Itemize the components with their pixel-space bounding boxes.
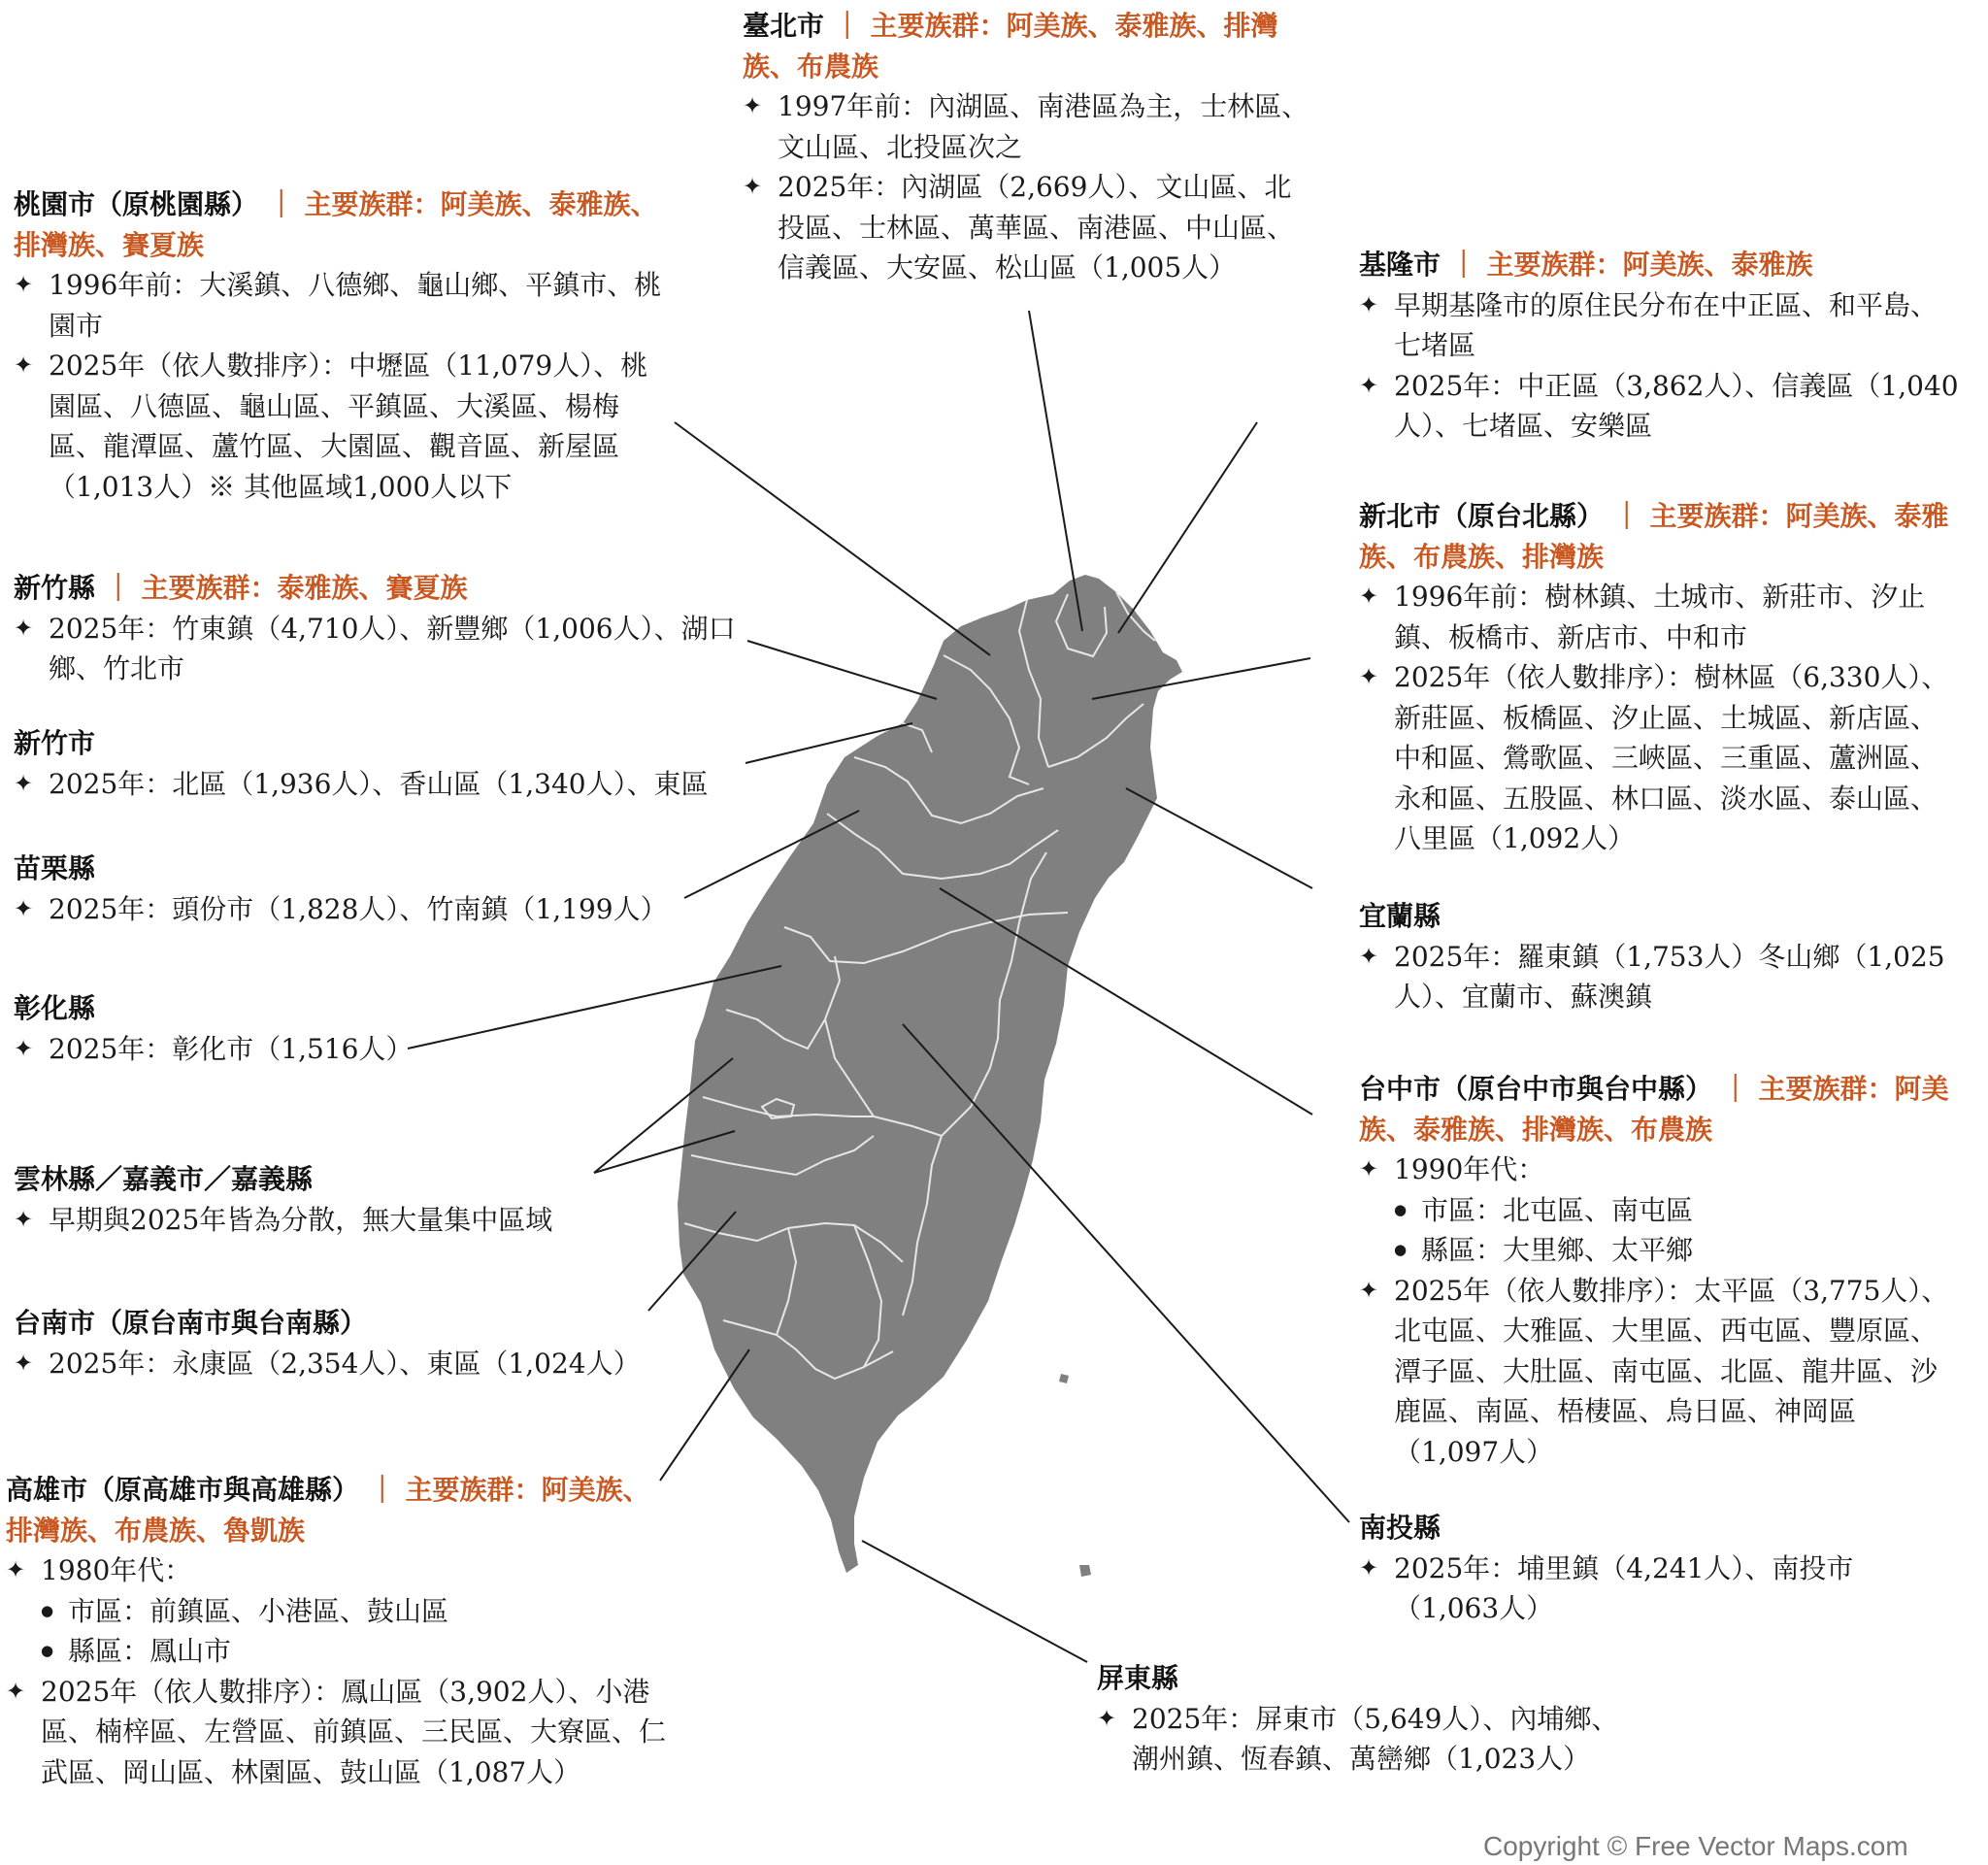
islet-south: [1079, 1565, 1091, 1577]
list-item: ✦ 1997年前：內湖區、南港區為主，士林區、文山區、北投區次之: [743, 86, 1315, 167]
separator: ｜: [104, 572, 132, 604]
islet-east: [1059, 1374, 1069, 1383]
ethnic-groups: 主要族群：阿美族、泰雅族: [1486, 249, 1813, 281]
county-name: 臺北市: [743, 10, 825, 42]
county-name: 高雄市（原高雄市與高雄縣）: [6, 1474, 360, 1506]
county-name: 雲林縣／嘉義市／嘉義縣: [14, 1163, 314, 1195]
sub-item: ● 縣區：大里鄉、太平鄉: [1359, 1230, 1961, 1271]
sub-item: ● 市區：北屯區、南屯區: [1359, 1190, 1961, 1231]
list-item: ✦ 早期與2025年皆為分散，無大量集中區域: [14, 1200, 635, 1241]
label-yilan: [1359, 896, 1951, 1017]
list-item: ✦ 1996年前：樹林鎮、土城市、新莊市、汐止鎮、板橋市、新店市、中和市: [1359, 577, 1951, 657]
label-kaohsiung: [6, 1470, 676, 1792]
list-item: ✦ 2025年：頭份市（1,828人）、竹南鎮（1,199人）: [14, 889, 693, 930]
county-name: 彰化縣: [14, 992, 96, 1024]
separator: ｜: [1449, 249, 1477, 281]
ethnic-groups: 主要族群：阿美族、排灣族、布農族、魯凱族: [6, 1474, 650, 1547]
label-hsinchu-city: [14, 723, 751, 804]
county-name: 南投縣: [1359, 1512, 1441, 1544]
list-item: ✦ 2025年（依人數排序）：中壢區（11,079人）、桃園區、八德區、龜山區、平鎮區、大溪區、楊梅區、龍潭區、蘆竹區、大園區、觀音區、新屋區（1,013人）※ 其他區域1,000人以下: [14, 346, 664, 507]
label-yunlin-chiayi: [14, 1159, 635, 1240]
label-tainan: [14, 1303, 674, 1383]
county-name: 台南市（原台南市與台南縣）: [14, 1307, 368, 1339]
leader-hsinchu-county: [747, 641, 937, 699]
list-item: ✦ 2025年：永康區（2,354人）、東區（1,024人）: [14, 1344, 674, 1384]
leader-yilan: [1126, 788, 1312, 888]
county-name: 新竹縣: [14, 572, 96, 604]
label-taoyuan: [14, 184, 664, 507]
list-item: ✦ 1980年代：: [6, 1550, 676, 1591]
separator: ｜: [368, 1474, 396, 1506]
separator: ｜: [1612, 500, 1640, 532]
county-name: 屏東縣: [1097, 1662, 1179, 1694]
ethnic-groups: 主要族群：阿美族、泰雅族、排灣族、布農族: [1359, 1073, 1949, 1146]
list-item: ✦ 2025年：彰化市（1,516人）: [14, 1029, 421, 1070]
leader-pingtung: [862, 1541, 1087, 1662]
separator: ｜: [1721, 1073, 1749, 1105]
list-item: ✦ 2025年：北區（1,936人）、香山區（1,340人）、東區: [14, 764, 751, 805]
list-item: ✦ 2025年（依人數排序）：樹林區（6,330人）、新莊區、板橋區、汐止區、土城區、新店區、中和區、鶯歌區、三峽區、三重區、蘆洲區、永和區、五股區、林口區、淡水區、泰山區、八里區（1,092人）: [1359, 657, 1951, 859]
county-name: 桃園市（原桃園縣）: [14, 188, 259, 220]
label-pingtung: [1097, 1658, 1640, 1780]
ethnic-groups: 主要族群：阿美族、泰雅族、布農族、排灣族: [1359, 500, 1949, 573]
list-item: ✦ 2025年：羅東鎮（1,753人）冬山鄉（1,025人）、宜蘭市、蘇澳鎮: [1359, 937, 1951, 1017]
list-item: ✦ 早期基隆市的原住民分布在中正區、和平島、七堵區: [1359, 285, 1961, 366]
list-item: ✦ 2025年（依人數排序）：鳳山區（3,902人）、小港區、楠梓區、左營區、前鎮區、三民區、大寮區、仁武區、岡山區、林園區、鼓山區（1,087人）: [6, 1672, 676, 1793]
leader-keelung: [1118, 422, 1257, 633]
county-name: 新竹市: [14, 727, 96, 759]
list-item: ✦ 1990年代：: [1359, 1149, 1961, 1190]
copyright-notice: Copyright © Free Vector Maps.com: [1483, 1831, 1908, 1861]
label-keelung: [1359, 245, 1961, 447]
ethnic-groups: 主要族群：泰雅族、賽夏族: [141, 572, 468, 604]
label-taichung: [1359, 1069, 1961, 1472]
county-name: 新北市（原台北縣）: [1359, 500, 1605, 532]
leader-taipei: [1029, 311, 1082, 631]
separator: ｜: [267, 188, 295, 220]
county-name: 台中市（原台中市與台中縣）: [1359, 1073, 1713, 1105]
label-taipei: [743, 6, 1315, 288]
list-item: ✦ 2025年：屏東市（5,649人）、內埔鄉、潮州鎮、恆春鎮、萬巒鄉（1,023人）: [1097, 1699, 1640, 1780]
label-miaoli: [14, 849, 693, 929]
taiwan-island: [678, 575, 1182, 1577]
county-name: 宜蘭縣: [1359, 900, 1441, 932]
separator: ｜: [833, 10, 861, 42]
county-name: 基隆市: [1359, 249, 1441, 281]
list-item: ✦ 2025年：埔里鎮（4,241人）、南投市（1,063人）: [1359, 1549, 1951, 1629]
list-item: ✦ 2025年：中正區（3,862人）、信義區（1,040人）、七堵區、安樂區: [1359, 366, 1961, 447]
label-nantou: [1359, 1508, 1951, 1629]
list-item: ✦ 2025年（依人數排序）：太平區（3,775人）、北屯區、大雅區、大里區、西屯區、豐原區、潭子區、大肚區、南屯區、北區、龍井區、沙鹿區、南區、梧棲區、烏日區、神岡區（1,097人）: [1359, 1271, 1961, 1473]
label-new-taipei: [1359, 496, 1951, 859]
list-item: ✦ 1996年前：大溪鎮、八德鄉、龜山鄉、平鎮市、桃園市: [14, 265, 664, 346]
sub-item: ● 市區：前鎮區、小港區、鼓山區: [6, 1591, 676, 1632]
sub-item: ● 縣區：鳳山市: [6, 1631, 676, 1672]
island-shape: [678, 575, 1182, 1573]
list-item: ✦ 2025年：竹東鎮（4,710人）、新豐鄉（1,006人）、湖口鄉、竹北市: [14, 609, 744, 689]
label-changhua: [14, 988, 421, 1069]
county-name: 苗栗縣: [14, 852, 96, 884]
list-item: ✦ 2025年：內湖區（2,669人）、文山區、北投區、士林區、萬華區、南港區、中山區、信義區、大安區、松山區（1,005人）: [743, 167, 1315, 288]
ethnic-groups: 主要族群：阿美族、泰雅族、排灣族、賽夏族: [14, 188, 658, 261]
ethnic-groups: 主要族群：阿美族、泰雅族、排灣族、布農族: [743, 10, 1278, 83]
label-hsinchu-county: [14, 568, 744, 689]
